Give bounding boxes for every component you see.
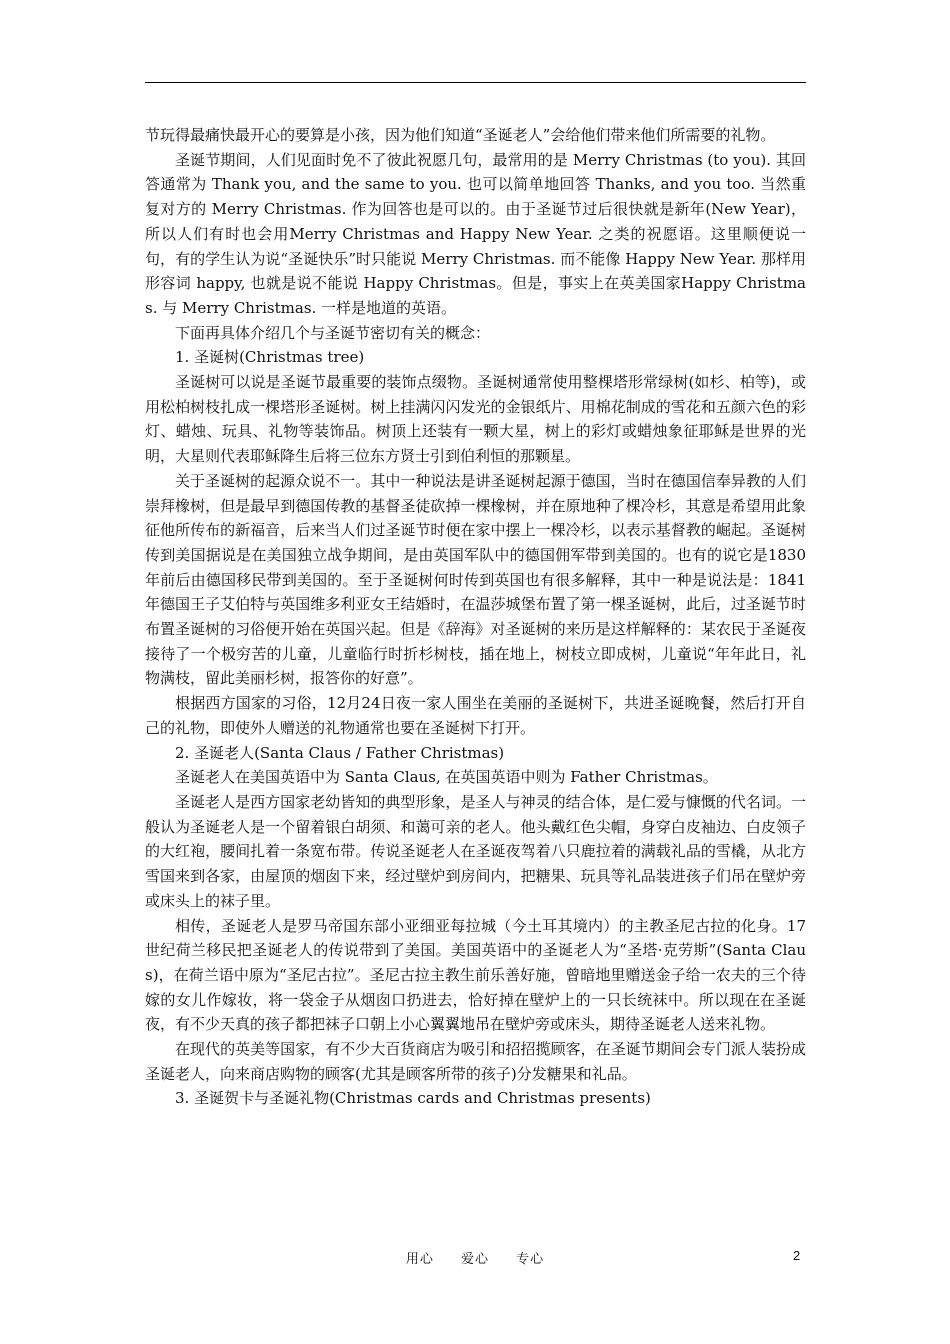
- section-heading-santa-claus: 2. 圣诞老人(Santa Claus / Father Christmas): [175, 743, 505, 762]
- paragraph-5: 圣诞树可以说是圣诞节最重要的装饰点缀物。圣诞树通常使用整棵塔形常绿树(如杉、柏等)，或用松柏树枝扎成一棵塔形圣诞树。树上挂满闪闪发光的金银纸片、用棉花制成的雪花和五颜六色的彩灯、蜡烛、玩具、礼物等装饰品。树顶上还装有一颗大星，树上的彩灯或蜡烛象征耶稣是世界的光明，大星则代表耶稣降生后将三位东方贤士引到伯利恒的那颗星。: [145, 373, 806, 466]
- paragraph-2: 圣诞节期间，人们见面时免不了彼此祝愿几句，最常用的是 Merry Christmas (to you). 其回答通常为 Thank you, and the same to you. 也可以简单地回答 Thanks, and you too. 当然重复对方的 Merry Christmas. 作为回答也是可以的。由于圣诞节过后很快就是新年(New Year)，所以人们有时也会用Merry Christmas and Happy New Year. 之类的祝愿语。这里顺便说一句，有的学生认为说“圣诞快乐”时只能说 Merry Christmas. 而不能像 Happy New Year. 那样用形容词 happy, 也就是说不能说 Happy Christmas。但是，事实上在英美国家Happy Christmas. 与 Merry Christmas. 一样是地道的英语。: [145, 150, 806, 317]
- paragraph-7: 根据西方国家的习俗，12月24日夜一家人围坐在美丽的圣诞树下，共进圣诞晚餐，然后打开自己的礼物，即使外人赠送的礼物通常也要在圣诞树下打开。: [145, 694, 806, 737]
- paragraph-3: 下面再具体介绍几个与圣诞节密切有关的概念：: [175, 323, 491, 342]
- document-body: [145, 123, 806, 1111]
- section-heading-cards-presents: 3. 圣诞贺卡与圣诞礼物(Christmas cards and Christmas presents): [175, 1089, 651, 1108]
- paragraph-6: 关于圣诞树的起源众说不一。其中一种说法是讲圣诞树起源于德国，当时在德国信奉异教的人们崇拜橡树，但是最早到德国传教的基督圣徒砍掉一棵橡树，并在原地种了棵冷杉，其意是希望用此象征他所传布的新福音，后来当人们过圣诞节时便在家中摆上一棵冷杉，以表示基督教的崛起。圣诞树传到美国据说是在美国独立战争期间，是由英国军队中的德国佣军带到美国的。也有的说它是1830年前后由德国移民带到美国的。至于圣诞树何时传到英国也有很多解释，其中一种是说法是：1841年德国王子艾伯特与英国维多利亚女王结婚时，在温莎城堡布置了第一棵圣诞树，此后，过圣诞节时布置圣诞树的习俗便开始在英国兴起。但是《辞海》对圣诞树的来历是这样解释的：某农民于圣诞夜接待了一个极穷苦的儿童，儿童临行时折杉树枝，插在地上，树枝立即成树，儿童说“年年此日，礼物满枝，留此美丽杉树，报答你的好意”。: [145, 471, 806, 688]
- paragraph-1: 节玩得最痛快最开心的要算是小孩，因为他们知道“圣诞老人”会给他们带来他们所需要的礼物。: [145, 126, 776, 144]
- paragraph-12: 在现代的英美等国家，有不少大百货商店为吸引和招招揽顾客，在圣诞节期间会专门派人装扮成圣诞老人，向来商店购物的顾客(尤其是顾客所带的孩子)分发糖果和礼品。: [145, 1040, 806, 1083]
- paragraph-11: 相传，圣诞老人是罗马帝国东部小亚细亚每拉城（今土耳其境内）的主教圣尼古拉的化身。17世纪荷兰移民把圣诞老人的传说带到了美国。美国英语中的圣诞老人为“圣塔·克劳斯”(Santa Claus)，在荷兰语中原为“圣尼古拉”。圣尼古拉主教生前乐善好施，曾暗地里赠送金子给一农夫的三个待嫁的女儿作嫁妆，将一袋金子从烟囱口扔进去，恰好掉在壁炉上的一只长统袜中。所以现在在圣诞夜，有不少天真的孩子都把袜子口朝上小心翼翼地吊在壁炉旁或床头，期待圣诞老人送来礼物。: [145, 916, 806, 1034]
- footer-motto: 用心 爱心 专心: [405, 1252, 545, 1267]
- page-number: 2: [793, 1248, 801, 1263]
- paragraph-9: 圣诞老人在美国英语中为 Santa Claus, 在英国英语中则为 Father Christmas。: [175, 768, 718, 787]
- header-rule: [145, 82, 806, 83]
- paragraph-10: 圣诞老人是西方国家老幼皆知的典型形象，是圣人与神灵的结合体，是仁爱与慷慨的代名词。一般认为圣诞老人是一个留着银白胡须、和蔼可亲的老人。他头戴红色尖帽，身穿白皮袖边、白皮领子的大红袍，腰间扎着一条宽布带。传说圣诞老人在圣诞夜驾着八只鹿拉着的满载礼品的雪橇，从北方雪国来到各家，由屋顶的烟囱下来，经过壁炉到房间内，把糖果、玩具等礼品装进孩子们吊在壁炉旁或床头上的袜子里。: [145, 792, 806, 910]
- section-heading-christmas-tree: 1. 圣诞树(Christmas tree): [175, 348, 365, 367]
- page-footer: [0, 1248, 950, 1272]
